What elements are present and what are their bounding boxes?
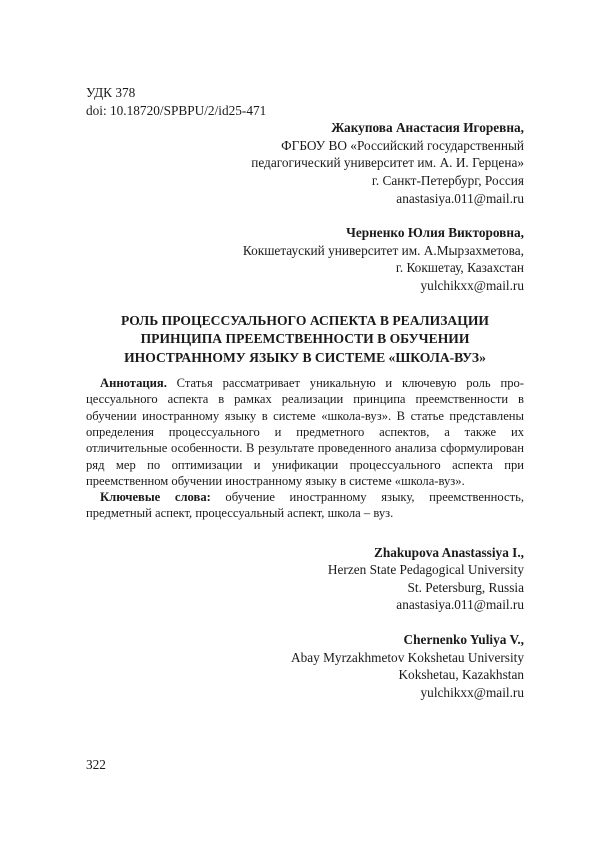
author-ru-2 xyxy=(86,224,524,294)
udk-code: УДК 378 xyxy=(86,85,136,100)
author-email: yulchikxx@mail.ru xyxy=(420,684,524,700)
abstract-label: Аннотация. xyxy=(100,376,167,391)
title-line: РОЛЬ ПРОЦЕССУАЛЬНОГО АСПЕКТА В РЕАЛИЗАЦИИ xyxy=(121,312,489,328)
author-affiliation-line: г. Санкт-Петербург, Россия xyxy=(371,172,524,188)
author-name: Zhakupova Anastassiya I., xyxy=(373,544,524,560)
author-affiliation-line: ФГБОУ ВО «Российский государственный xyxy=(281,137,524,153)
article-page xyxy=(86,84,524,718)
author-email: yulchikxx@mail.ru xyxy=(420,277,524,293)
author-affiliation-line: Кокшетауский университет им. А.Мырзахметова, xyxy=(242,242,524,258)
header-block xyxy=(86,84,524,119)
author-email: anastasiya.011@mail.ru xyxy=(396,597,524,613)
author-en-1 xyxy=(86,544,524,614)
abstract-paragraph xyxy=(86,375,524,489)
article-title xyxy=(86,312,524,368)
abstract-text: Статья рассматривает уникальную и ключевую роль процессуального аспекта в рамках реализации принципа преемственности в обучении иностранному языку в системе «школа-вуз». В статье представлены определения процессуального и предметного аспектов, а также их отличительные особенности. В результате проведенного анализа сформулирован ряд мер по оптимизации и унификации процессуального аспекта при преемственном обучении иностранному языку в системе «школа-вуз». xyxy=(86,376,524,488)
doi: doi: 10.18720/SPBPU/2/id25-471 xyxy=(86,102,267,118)
author-en-2 xyxy=(86,631,524,701)
author-name: Черненко Юлия Викторовна, xyxy=(346,225,524,241)
author-affiliation-line: Herzen State Pedagogical University xyxy=(327,562,524,578)
author-affiliation-line: Kokshetau, Kazakhstan xyxy=(398,667,524,683)
author-affiliation-line: Abay Myrzakhmetov Kokshetau University xyxy=(290,649,524,665)
author-name: Жакупова Анастасия Игоревна, xyxy=(331,120,524,136)
author-name: Chernenko Yuliya V., xyxy=(403,632,524,648)
keywords-text: обучение иностранному языку, преемственность, предметный аспект, процессуальный аспект, школа – вуз. xyxy=(86,490,524,521)
title-line: ИНОСТРАННОМУ ЯЗЫКУ В СИСТЕМЕ «ШКОЛА-ВУЗ» xyxy=(124,349,486,365)
title-line: ПРИНЦИПА ПРЕЕМСТВЕННОСТИ В ОБУЧЕНИИ xyxy=(140,331,470,347)
author-affiliation-line: г. Кокшетау, Казахстан xyxy=(395,260,524,276)
page-number: 322 xyxy=(86,757,106,772)
keywords-label: Ключевые слова: xyxy=(100,490,211,505)
author-ru-1 xyxy=(86,119,524,207)
author-affiliation-line: педагогический университет им. А. И. Герцена» xyxy=(251,155,524,171)
author-email: anastasiya.011@mail.ru xyxy=(396,190,524,206)
keywords-paragraph xyxy=(86,489,524,522)
author-affiliation-line: St. Petersburg, Russia xyxy=(407,579,524,595)
